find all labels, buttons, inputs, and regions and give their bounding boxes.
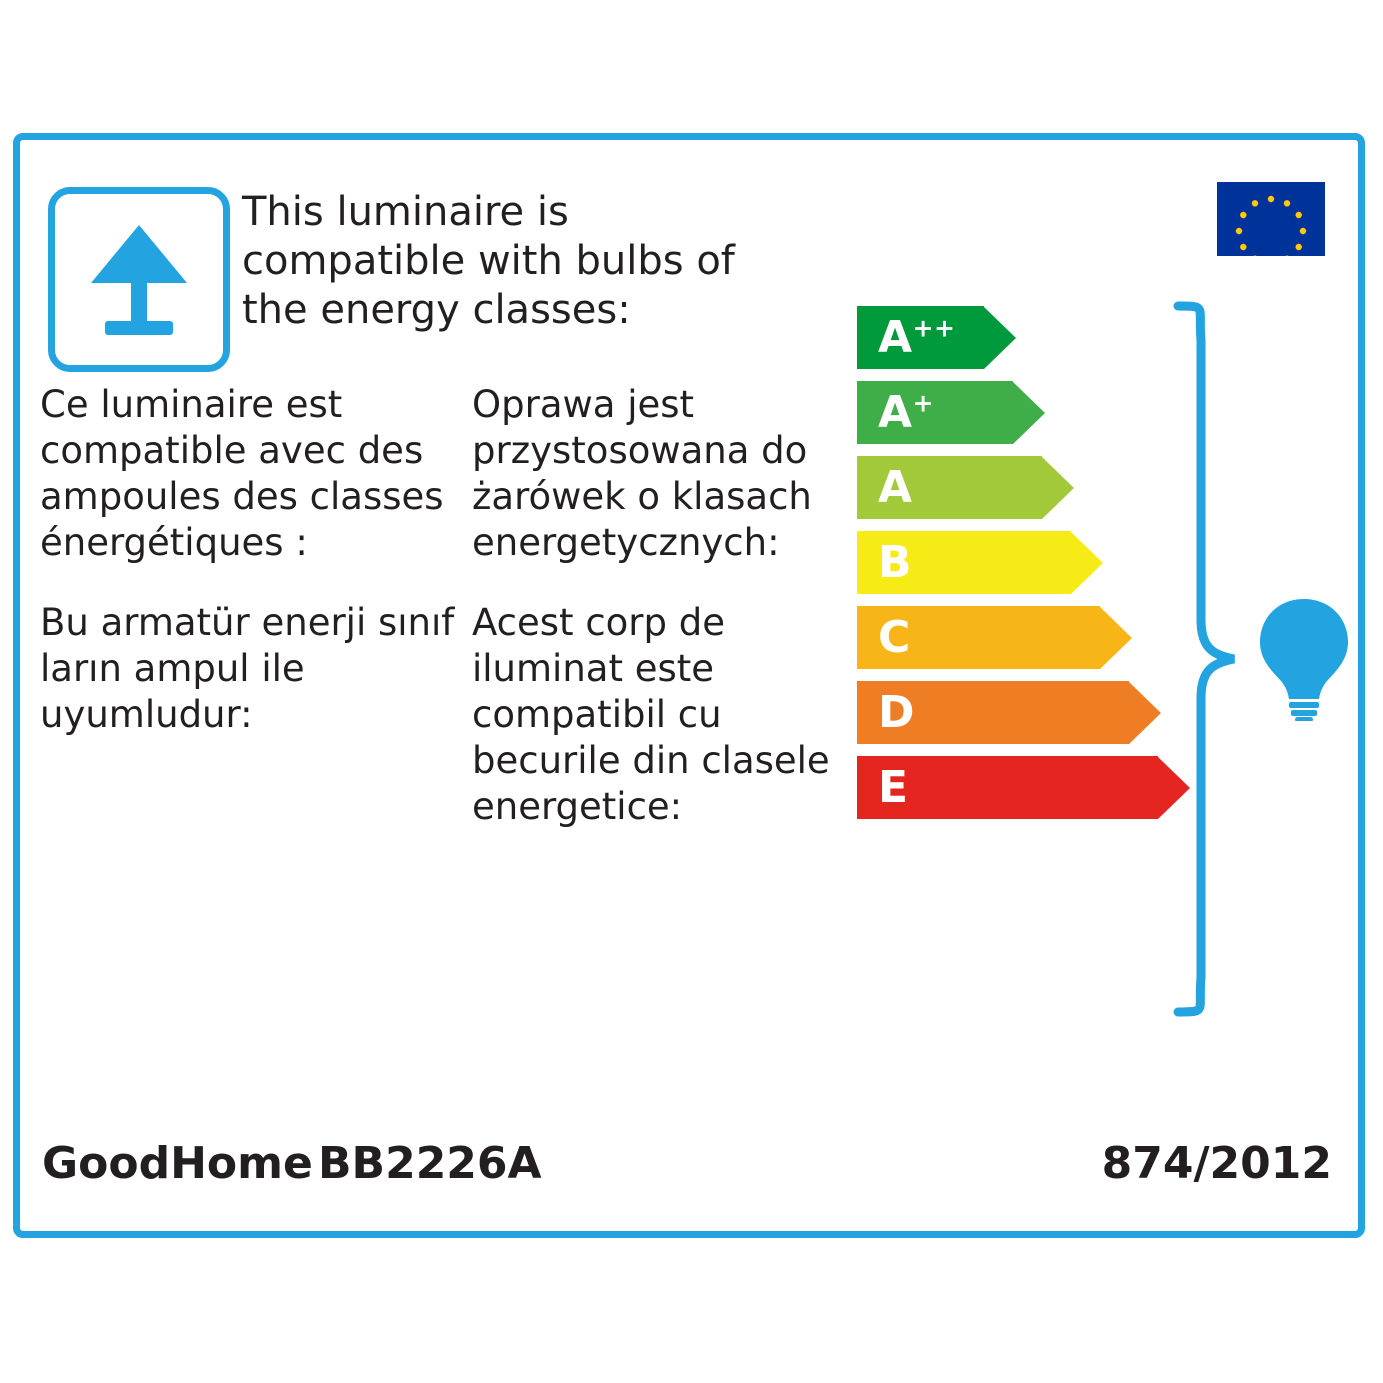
energy-class-label: A+ bbox=[878, 386, 935, 438]
energy-class-arrow-e bbox=[857, 756, 1190, 819]
energy-class-arrow-b bbox=[857, 531, 1103, 594]
curly-brace bbox=[1168, 300, 1243, 1018]
light-bulb-icon bbox=[1252, 595, 1356, 725]
energy-class-arrow-aplusplus bbox=[857, 306, 1016, 369]
model-number: BB2226A bbox=[318, 1138, 542, 1189]
translation-fr: Ce luminaire est compatible avec des ampoules des classes énergétiques : bbox=[40, 383, 444, 564]
energy-class-label: B bbox=[878, 536, 913, 588]
energy-class-arrow-a bbox=[857, 456, 1074, 519]
header-text: This luminaire is compatible with bulbs of the energy classes: bbox=[242, 189, 735, 333]
translation-tr: Bu armatür enerji sınıf ların ampul ile uyumludur: bbox=[40, 601, 455, 736]
energy-class-label: D bbox=[878, 686, 916, 738]
regulation-number: 874/2012 bbox=[1101, 1138, 1332, 1189]
energy-class-row bbox=[857, 606, 1157, 669]
energy-class-row bbox=[857, 456, 1157, 519]
energy-class-row bbox=[857, 756, 1157, 819]
energy-class-label: A++ bbox=[878, 311, 956, 363]
footer bbox=[20, 1138, 1358, 1198]
energy-class-arrow-d bbox=[857, 681, 1161, 744]
energy-class-label: C bbox=[878, 611, 911, 663]
energy-class-arrow-c bbox=[857, 606, 1132, 669]
table-lamp-icon bbox=[48, 187, 230, 372]
eu-flag bbox=[1217, 182, 1325, 256]
translation-ro: Acest corp de iluminat este compatibil cu becurile din clasele energetice: bbox=[472, 601, 830, 828]
energy-class-arrow-aplus bbox=[857, 381, 1045, 444]
energy-class-scale bbox=[857, 306, 1157, 831]
brand-name: GoodHome bbox=[42, 1138, 313, 1189]
energy-class-row bbox=[857, 681, 1157, 744]
energy-label-card bbox=[13, 133, 1365, 1238]
energy-class-row bbox=[857, 306, 1157, 369]
translation-pl: Oprawa jest przystosowana do żarówek o klasach energetycznych: bbox=[472, 383, 812, 564]
energy-class-row bbox=[857, 531, 1157, 594]
energy-class-label: A bbox=[878, 461, 913, 513]
energy-class-label: E bbox=[878, 761, 909, 813]
energy-class-row bbox=[857, 381, 1157, 444]
